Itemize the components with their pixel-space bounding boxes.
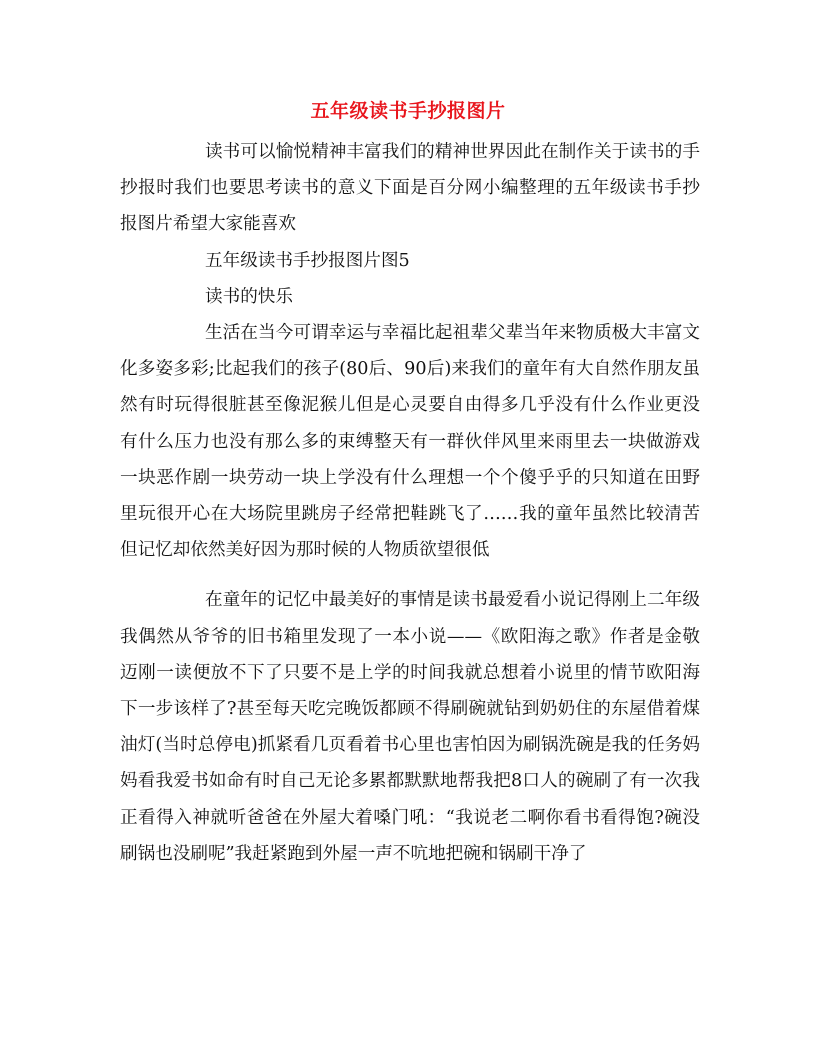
image-caption: 五年级读书手抄报图片图5 <box>205 250 410 271</box>
intro-paragraph: 读书可以愉悦精神丰富我们的精神世界因此在制作关于读书的手抄报时我们也要思考读书的意义下面是百分网小编整理的五年级读书手抄报图片希望大家能喜欢 <box>120 142 700 235</box>
section-title: 读书的快乐 <box>205 286 293 307</box>
document-title: 五年级读书手抄报图片 <box>310 100 506 122</box>
document-body <box>120 134 700 872</box>
body-paragraph-2: 在童年的记忆中最美好的事情是读书最爱看小说记得刚上二年级我偶然从爷爷的旧书箱里发现了一本小说——《欧阳海之歌》作者是金敬迈刚一读便放不下了只要不是上学的时间我就总想着小说里的情节欧阳海下一步该样了?甚至每天吃完晚饭都顾不得刷碗就钻到奶奶住的东屋借着煤油灯(当时总停电)抓紧看几页看着书心里也害怕因为刷锅洗碗是我的任务妈妈看我爱书如命有时自己无论多累都默默地帮我把8口人的碗刷了有一次我正看得入神就听爸爸在外屋大着嗓门吼：“我说老二啊你看书看得饱?碗没刷锅也没刷呢”我赶紧跑到外屋一声不吭地把碗和锅刷干净了 <box>120 590 700 864</box>
body-paragraph-1: 生活在当今可谓幸运与幸福比起祖辈父辈当年来物质极大丰富文化多姿多彩;比起我们的孩子(80后、90后)来我们的童年有大自然作朋友虽然有时玩得很脏甚至像泥猴儿但是心灵要自由得多几乎没有什么作业更没有什么压力也没有那么多的束缚整天有一群伙伴风里来雨里去一块做游戏一块恶作剧一块劳动一块上学没有什么理想一个个傻乎乎的只知道在田野里玩很开心在大场院里跳房子经常把鞋跳飞了……我的童年虽然比较清苦但记忆却依然美好因为那时候的人物质欲望很低 <box>120 323 700 561</box>
